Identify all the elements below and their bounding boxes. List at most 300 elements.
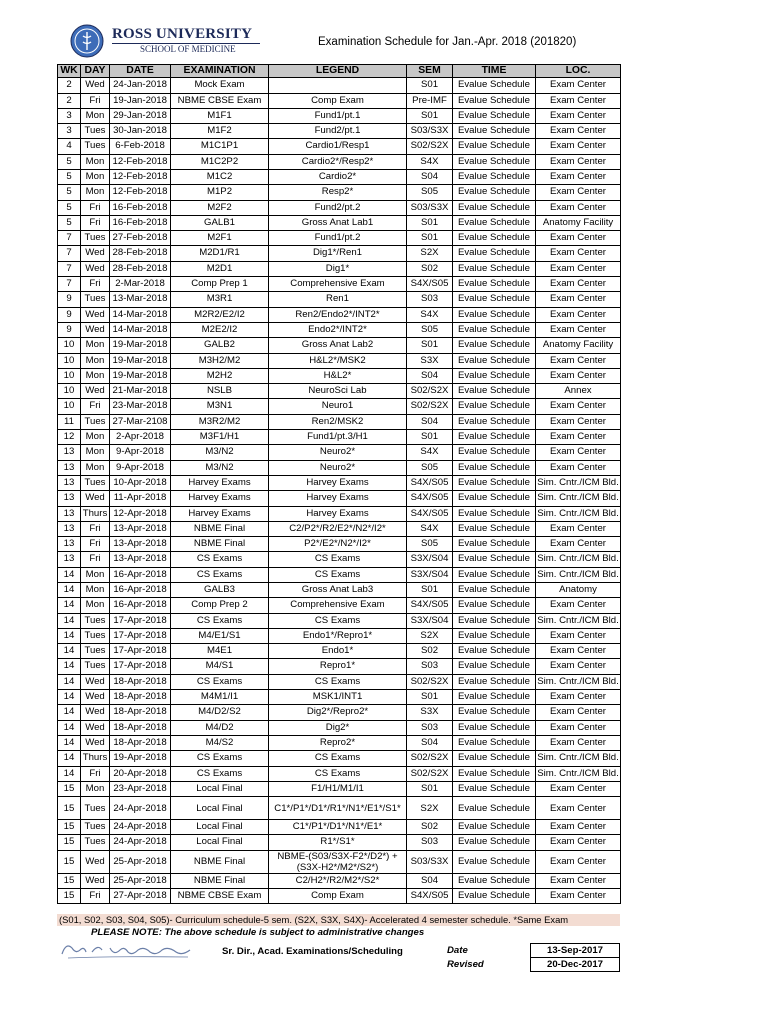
- table-cell: Evalue Schedule: [453, 124, 536, 139]
- table-cell: S03: [407, 835, 453, 850]
- table-cell: CS Exams: [171, 766, 269, 781]
- table-cell: M1C2: [171, 169, 269, 184]
- table-cell: 14: [58, 613, 81, 628]
- table-cell: Fri: [81, 552, 110, 567]
- table-cell: NBME Final: [171, 850, 269, 873]
- table-cell: Wed: [81, 384, 110, 399]
- table-cell: 30-Jan-2018: [110, 124, 171, 139]
- table-cell: M1P2: [171, 185, 269, 200]
- table-cell: M2R2/E2/I2: [171, 307, 269, 322]
- table-cell: R1*/S1*: [269, 835, 407, 850]
- table-cell: Wed: [81, 873, 110, 888]
- table-cell: M3R2/M2: [171, 414, 269, 429]
- table-row: [58, 820, 621, 835]
- table-cell: 25-Apr-2018: [110, 873, 171, 888]
- table-cell: Exam Center: [536, 835, 621, 850]
- table-cell: H&L2*/MSK2: [269, 353, 407, 368]
- table-cell: Harvey Exams: [171, 475, 269, 490]
- table-cell: M3/N2: [171, 460, 269, 475]
- table-row: [58, 430, 621, 445]
- table-row: [58, 414, 621, 429]
- table-cell: S04: [407, 735, 453, 750]
- table-row: [58, 781, 621, 796]
- table-cell: Anatomy: [536, 583, 621, 598]
- table-cell: 14: [58, 674, 81, 689]
- table-cell: 13: [58, 460, 81, 475]
- column-header: DATE: [110, 65, 171, 78]
- table-cell: Harvey Exams: [269, 506, 407, 521]
- table-cell: NeuroSci Lab: [269, 384, 407, 399]
- table-cell: 4: [58, 139, 81, 154]
- table-row: [58, 215, 621, 230]
- table-cell: 28-Feb-2018: [110, 261, 171, 276]
- table-cell: Harvey Exams: [171, 491, 269, 506]
- table-cell: Mon: [81, 338, 110, 353]
- table-cell: Exam Center: [536, 690, 621, 705]
- table-cell: 19-Mar-2018: [110, 338, 171, 353]
- table-cell: S05: [407, 185, 453, 200]
- table-cell: M4/D2: [171, 720, 269, 735]
- table-cell: Cardio2*: [269, 169, 407, 184]
- table-cell: Fri: [81, 215, 110, 230]
- table-cell: S04: [407, 368, 453, 383]
- table-row: [58, 889, 621, 904]
- table-cell: Fund2/pt.2: [269, 200, 407, 215]
- table-cell: Exam Center: [536, 185, 621, 200]
- table-cell: Evalue Schedule: [453, 169, 536, 184]
- table-cell: Fri: [81, 277, 110, 292]
- table-cell: M3/N2: [171, 445, 269, 460]
- table-cell: Anatomy Facility: [536, 215, 621, 230]
- table-cell: Evalue Schedule: [453, 537, 536, 552]
- table-row: [58, 583, 621, 598]
- table-cell: GALB2: [171, 338, 269, 353]
- table-cell: 15: [58, 835, 81, 850]
- table-cell: S01: [407, 108, 453, 123]
- table-cell: CS Exams: [171, 613, 269, 628]
- column-header: LEGEND: [269, 65, 407, 78]
- table-cell: C1*/P1*/D1*/R1*/N1*/E1*/S1*: [269, 797, 407, 820]
- table-cell: 14-Mar-2018: [110, 307, 171, 322]
- table-cell: 12-Feb-2018: [110, 154, 171, 169]
- table-cell: S02/S2X: [407, 751, 453, 766]
- table-cell: Exam Center: [536, 246, 621, 261]
- table-cell: Repro1*: [269, 659, 407, 674]
- table-cell: 29-Jan-2018: [110, 108, 171, 123]
- table-cell: 5: [58, 215, 81, 230]
- table-cell: C1*/P1*/D1*/N1*/E1*: [269, 820, 407, 835]
- table-header-row: [58, 65, 621, 78]
- table-row: [58, 835, 621, 850]
- table-cell: Sim. Cntr./ICM Bld.: [536, 475, 621, 490]
- table-cell: Evalue Schedule: [453, 583, 536, 598]
- table-cell: Exam Center: [536, 307, 621, 322]
- table-row: [58, 690, 621, 705]
- table-cell: Exam Center: [536, 628, 621, 643]
- document-title: Examination Schedule for Jan.-Apr. 2018 (201820): [318, 36, 577, 48]
- table-cell: Gross Anat Lab2: [269, 338, 407, 353]
- table-cell: S2X: [407, 246, 453, 261]
- table-cell: Evalue Schedule: [453, 277, 536, 292]
- table-cell: S2X: [407, 628, 453, 643]
- table-row: [58, 797, 621, 820]
- table-cell: Comp Exam: [269, 889, 407, 904]
- table-cell: Evalue Schedule: [453, 460, 536, 475]
- table-cell: Ren1: [269, 292, 407, 307]
- table-cell: S4X: [407, 307, 453, 322]
- table-cell: Exam Center: [536, 169, 621, 184]
- table-cell: Wed: [81, 491, 110, 506]
- table-cell: Fri: [81, 200, 110, 215]
- table-cell: Mon: [81, 185, 110, 200]
- logo-name: ROSS UNIVERSITY: [112, 26, 253, 42]
- table-row: [58, 353, 621, 368]
- table-cell: Wed: [81, 735, 110, 750]
- table-cell: Endo1*: [269, 644, 407, 659]
- table-cell: Mon: [81, 108, 110, 123]
- table-cell: Tues: [81, 628, 110, 643]
- table-cell: CS Exams: [171, 751, 269, 766]
- column-header: DAY: [81, 65, 110, 78]
- table-cell: 17-Apr-2018: [110, 644, 171, 659]
- table-cell: 2-Apr-2018: [110, 430, 171, 445]
- table-cell: Exam Center: [536, 322, 621, 337]
- table-cell: 12-Feb-2018: [110, 185, 171, 200]
- table-cell: 23-Mar-2018: [110, 399, 171, 414]
- table-cell: Comprehensive Exam: [269, 277, 407, 292]
- table-cell: 5: [58, 154, 81, 169]
- table-cell: Evalue Schedule: [453, 139, 536, 154]
- table-cell: Gross Anat Lab1: [269, 215, 407, 230]
- table-cell: 2-Mar-2018: [110, 277, 171, 292]
- table-cell: S4X: [407, 445, 453, 460]
- table-cell: CS Exams: [269, 613, 407, 628]
- table-cell: S02/S2X: [407, 674, 453, 689]
- table-cell: 2: [58, 78, 81, 93]
- table-cell: M1F2: [171, 124, 269, 139]
- table-cell: Dig2*/Repro2*: [269, 705, 407, 720]
- table-cell: S4X/S05: [407, 277, 453, 292]
- table-cell: M4/S2: [171, 735, 269, 750]
- table-cell: S3X/S04: [407, 552, 453, 567]
- table-cell: S01: [407, 231, 453, 246]
- table-cell: 9-Apr-2018: [110, 460, 171, 475]
- table-cell: Wed: [81, 674, 110, 689]
- table-cell: Ren2/Endo2*/INT2*: [269, 307, 407, 322]
- table-row: [58, 108, 621, 123]
- table-cell: 3: [58, 108, 81, 123]
- table-cell: Harvey Exams: [269, 491, 407, 506]
- table-cell: Exam Center: [536, 659, 621, 674]
- table-cell: Fri: [81, 889, 110, 904]
- table-cell: Local Final: [171, 797, 269, 820]
- table-cell: S02: [407, 261, 453, 276]
- table-cell: Exam Center: [536, 705, 621, 720]
- table-cell: Evalue Schedule: [453, 108, 536, 123]
- table-row: [58, 537, 621, 552]
- table-cell: Wed: [81, 261, 110, 276]
- table-cell: Wed: [81, 720, 110, 735]
- table-row: [58, 93, 621, 108]
- table-cell: S01: [407, 781, 453, 796]
- table-cell: Exam Center: [536, 598, 621, 613]
- table-cell: 13: [58, 537, 81, 552]
- table-cell: Evalue Schedule: [453, 781, 536, 796]
- table-cell: 14: [58, 705, 81, 720]
- admin-notice: PLEASE NOTE: The above schedule is subject to administrative changes: [91, 927, 425, 938]
- table-cell: Evalue Schedule: [453, 850, 536, 873]
- table-cell: 14: [58, 644, 81, 659]
- table-cell: Exam Center: [536, 430, 621, 445]
- table-row: [58, 322, 621, 337]
- table-cell: M4/D2/S2: [171, 705, 269, 720]
- table-cell: S01: [407, 78, 453, 93]
- table-cell: 23-Apr-2018: [110, 781, 171, 796]
- table-cell: Sim. Cntr./ICM Bld.: [536, 491, 621, 506]
- table-cell: Wed: [81, 705, 110, 720]
- semester-footnote: (S01, S02, S03, S04, S05)- Curriculum schedule-5 sem. (S2X, S3X, S4X)- Accelerated 4 semester schedule. *Same Exam: [57, 914, 620, 926]
- table-cell: 19-Jan-2018: [110, 93, 171, 108]
- table-cell: Exam Center: [536, 820, 621, 835]
- table-row: [58, 506, 621, 521]
- date-label: Date: [447, 945, 468, 956]
- table-cell: CS Exams: [269, 674, 407, 689]
- table-cell: S3X: [407, 353, 453, 368]
- table-cell: CS Exams: [171, 567, 269, 582]
- table-cell: Exam Center: [536, 797, 621, 820]
- table-cell: 9: [58, 322, 81, 337]
- table-cell: Thurs: [81, 751, 110, 766]
- table-row: [58, 552, 621, 567]
- table-cell: 6-Feb-2018: [110, 139, 171, 154]
- table-cell: Tues: [81, 613, 110, 628]
- table-cell: Fund2/pt.1: [269, 124, 407, 139]
- table-row: [58, 460, 621, 475]
- table-cell: 13-Apr-2018: [110, 552, 171, 567]
- table-cell: 10: [58, 353, 81, 368]
- table-cell: S03: [407, 659, 453, 674]
- table-cell: Evalue Schedule: [453, 659, 536, 674]
- table-cell: S01: [407, 690, 453, 705]
- table-cell: Exam Center: [536, 277, 621, 292]
- table-cell: Evalue Schedule: [453, 491, 536, 506]
- table-row: [58, 735, 621, 750]
- table-cell: Mon: [81, 583, 110, 598]
- table-cell: Sim. Cntr./ICM Bld.: [536, 674, 621, 689]
- table-cell: Annex: [536, 384, 621, 399]
- table-cell: Evalue Schedule: [453, 889, 536, 904]
- table-cell: 9: [58, 307, 81, 322]
- table-row: [58, 850, 621, 873]
- table-cell: 14-Mar-2018: [110, 322, 171, 337]
- table-cell: Exam Center: [536, 231, 621, 246]
- table-cell: Thurs: [81, 506, 110, 521]
- table-cell: S04: [407, 873, 453, 888]
- table-cell: Tues: [81, 231, 110, 246]
- table-cell: Evalue Schedule: [453, 720, 536, 735]
- table-cell: Neuro1: [269, 399, 407, 414]
- table-cell: 13-Apr-2018: [110, 537, 171, 552]
- table-row: [58, 384, 621, 399]
- table-cell: S05: [407, 460, 453, 475]
- table-cell: 12-Apr-2018: [110, 506, 171, 521]
- table-cell: Fri: [81, 766, 110, 781]
- table-cell: 12-Feb-2018: [110, 169, 171, 184]
- table-cell: CS Exams: [171, 674, 269, 689]
- table-cell: Evalue Schedule: [453, 414, 536, 429]
- table-cell: S02/S2X: [407, 399, 453, 414]
- table-cell: 19-Mar-2018: [110, 368, 171, 383]
- table-row: [58, 751, 621, 766]
- table-cell: 7: [58, 246, 81, 261]
- table-cell: Mon: [81, 445, 110, 460]
- table-cell: 16-Apr-2018: [110, 598, 171, 613]
- table-cell: S05: [407, 537, 453, 552]
- table-cell: 11: [58, 414, 81, 429]
- table-cell: 15: [58, 797, 81, 820]
- table-cell: 14: [58, 567, 81, 582]
- table-cell: S3X: [407, 705, 453, 720]
- table-cell: Mon: [81, 154, 110, 169]
- table-cell: S4X: [407, 154, 453, 169]
- table-cell: Mon: [81, 781, 110, 796]
- exam-schedule-table: [57, 64, 621, 904]
- table-cell: Gross Anat Lab3: [269, 583, 407, 598]
- table-cell: 16-Feb-2018: [110, 215, 171, 230]
- table-cell: Exam Center: [536, 720, 621, 735]
- table-cell: Evalue Schedule: [453, 751, 536, 766]
- table-cell: 5: [58, 200, 81, 215]
- table-cell: Mon: [81, 430, 110, 445]
- table-cell: Exam Center: [536, 200, 621, 215]
- table-row: [58, 261, 621, 276]
- table-cell: 19-Mar-2018: [110, 353, 171, 368]
- table-cell: 10-Apr-2018: [110, 475, 171, 490]
- table-cell: Tues: [81, 124, 110, 139]
- table-row: [58, 445, 621, 460]
- table-row: [58, 200, 621, 215]
- table-cell: 13: [58, 506, 81, 521]
- table-cell: Local Final: [171, 835, 269, 850]
- table-cell: Exam Center: [536, 521, 621, 536]
- table-cell: Exam Center: [536, 644, 621, 659]
- table-cell: 15: [58, 781, 81, 796]
- table-cell: 7: [58, 277, 81, 292]
- table-cell: Exam Center: [536, 78, 621, 93]
- table-row: [58, 705, 621, 720]
- table-row: [58, 399, 621, 414]
- table-cell: Fri: [81, 93, 110, 108]
- table-cell: 24-Apr-2018: [110, 835, 171, 850]
- table-row: [58, 231, 621, 246]
- table-cell: P2*/E2*/N2*/I2*: [269, 537, 407, 552]
- table-cell: S4X/S05: [407, 491, 453, 506]
- table-cell: Exam Center: [536, 124, 621, 139]
- column-header: EXAMINATION: [171, 65, 269, 78]
- table-cell: 10: [58, 399, 81, 414]
- table-cell: Exam Center: [536, 139, 621, 154]
- table-cell: 13: [58, 552, 81, 567]
- table-cell: Exam Center: [536, 735, 621, 750]
- table-cell: 25-Apr-2018: [110, 850, 171, 873]
- table-cell: 16-Feb-2018: [110, 200, 171, 215]
- table-cell: M4/S1: [171, 659, 269, 674]
- table-cell: M4E1: [171, 644, 269, 659]
- table-cell: [269, 78, 407, 93]
- table-cell: NSLB: [171, 384, 269, 399]
- table-cell: Evalue Schedule: [453, 322, 536, 337]
- table-cell: 21-Mar-2018: [110, 384, 171, 399]
- table-cell: 24-Jan-2018: [110, 78, 171, 93]
- table-cell: Wed: [81, 78, 110, 93]
- table-cell: Mock Exam: [171, 78, 269, 93]
- table-row: [58, 491, 621, 506]
- table-cell: 28-Feb-2018: [110, 246, 171, 261]
- table-cell: Comprehensive Exam: [269, 598, 407, 613]
- university-seal-icon: [70, 24, 104, 58]
- table-cell: Evalue Schedule: [453, 521, 536, 536]
- table-cell: Evalue Schedule: [453, 307, 536, 322]
- table-cell: CS Exams: [171, 552, 269, 567]
- table-cell: Mon: [81, 460, 110, 475]
- table-row: [58, 644, 621, 659]
- table-cell: 10: [58, 368, 81, 383]
- table-cell: Evalue Schedule: [453, 445, 536, 460]
- table-cell: Evalue Schedule: [453, 797, 536, 820]
- table-cell: 15: [58, 889, 81, 904]
- table-cell: Fri: [81, 399, 110, 414]
- table-cell: S04: [407, 414, 453, 429]
- table-cell: NBME Final: [171, 521, 269, 536]
- table-cell: Comp Prep 1: [171, 277, 269, 292]
- table-cell: Exam Center: [536, 368, 621, 383]
- table-row: [58, 628, 621, 643]
- table-cell: M3F1/H1: [171, 430, 269, 445]
- table-row: [58, 368, 621, 383]
- table-cell: Evalue Schedule: [453, 338, 536, 353]
- table-cell: Exam Center: [536, 154, 621, 169]
- table-cell: Tues: [81, 292, 110, 307]
- table-cell: NBME CBSE Exam: [171, 889, 269, 904]
- table-cell: S05: [407, 322, 453, 337]
- table-cell: 13: [58, 445, 81, 460]
- table-cell: S01: [407, 430, 453, 445]
- table-cell: S03/S3X: [407, 850, 453, 873]
- table-cell: S01: [407, 215, 453, 230]
- table-cell: 17-Apr-2018: [110, 628, 171, 643]
- table-cell: Evalue Schedule: [453, 78, 536, 93]
- table-cell: S3X/S04: [407, 567, 453, 582]
- table-cell: Resp2*: [269, 185, 407, 200]
- table-cell: 18-Apr-2018: [110, 674, 171, 689]
- table-row: [58, 246, 621, 261]
- table-row: [58, 521, 621, 536]
- table-cell: 15: [58, 850, 81, 873]
- table-cell: Evalue Schedule: [453, 154, 536, 169]
- table-cell: Exam Center: [536, 537, 621, 552]
- table-cell: Comp Prep 2: [171, 598, 269, 613]
- table-cell: S02/S2X: [407, 766, 453, 781]
- table-cell: Evalue Schedule: [453, 674, 536, 689]
- table-cell: 5: [58, 169, 81, 184]
- table-cell: 14: [58, 583, 81, 598]
- table-cell: Tues: [81, 797, 110, 820]
- table-cell: NBME Final: [171, 537, 269, 552]
- table-cell: Endo2*/INT2*: [269, 322, 407, 337]
- table-cell: S03/S3X: [407, 124, 453, 139]
- table-cell: GALB3: [171, 583, 269, 598]
- table-row: [58, 307, 621, 322]
